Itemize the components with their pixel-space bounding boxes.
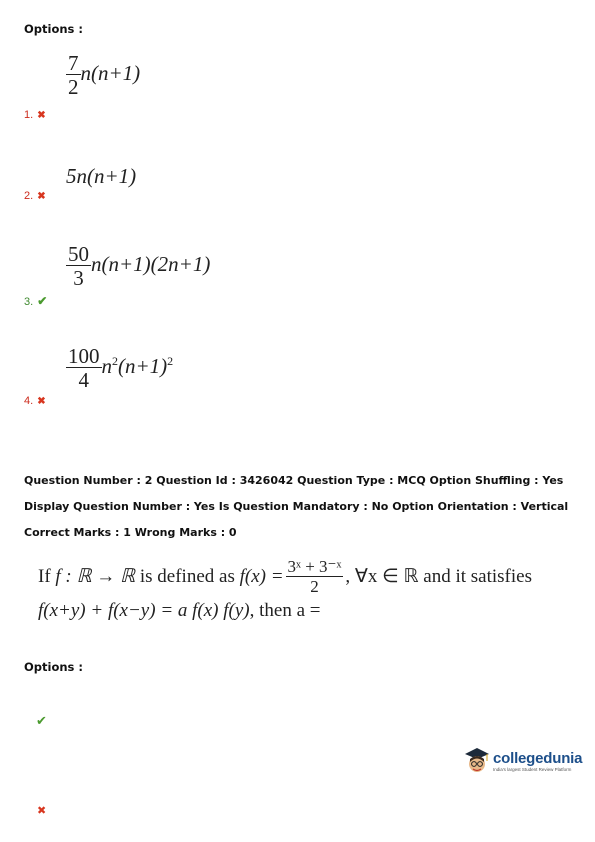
exponent: 2 [167,353,174,368]
option-2-expression [66,164,136,189]
denominator: 3 [73,266,84,291]
question-meta [24,468,584,546]
question-meta-line-2: Display Question Number : Yes Is Question Mandatory : No Option Orientation : Vertical [24,500,569,513]
cross-icon: ✖ [37,110,46,121]
fraction [66,345,102,391]
cross-icon: ✖ [37,804,47,817]
option-number: 3. [24,296,34,308]
question-line-2 [38,600,583,622]
option-3-marker [24,294,47,308]
expression-part: (n+1) [118,353,168,378]
denominator: 4 [78,368,89,393]
options-label: Options : [24,660,83,674]
expression-rest: n(n+1) [80,60,141,85]
function-mapping: f : ℝ → ℝ [55,566,136,588]
option-number: 1. [24,109,34,121]
logo-tagline: India's largest Student Review Platform [493,767,572,772]
expression-part: n [101,353,112,378]
exponent: 2 [112,353,118,368]
question-ask: , then a = [249,599,321,621]
option-2-marker [24,190,46,202]
domain-condition: , ∀x ∈ ℝ [345,566,419,588]
question-word: and it satisfies [423,565,532,587]
fraction [286,558,344,596]
logo-name: collegedunia [493,750,583,767]
option-4-marker [24,395,46,407]
numerator: 7 [68,51,79,75]
cross-icon: ✖ [37,191,46,202]
question-meta-line-1: Question Number : 2 Question Id : 3426042 Question Type : MCQ Option Shuffling : Yes [24,474,564,487]
question-text [38,558,583,622]
question-word: is defined as [139,565,235,587]
checkmark-icon: ✔ [37,294,48,308]
checkmark-icon: ✔ [36,714,47,729]
option-1-marker [24,109,46,121]
option-number: 2. [24,190,34,202]
fraction [66,243,91,289]
denominator: 2 [310,576,319,596]
option-number: 4. [24,395,34,407]
numerator: 50 [68,242,89,266]
collegedunia-logo [463,746,582,776]
question-meta-line-3: Correct Marks : 1 Wrong Marks : 0 [24,526,237,539]
expression: 5n(n+1) [66,164,137,188]
fraction [66,52,81,98]
graduate-mascot-icon [463,746,491,776]
option-3-expression [66,243,210,289]
function-definition: f(x) = [239,565,284,587]
question-word: If [38,565,51,587]
denominator: 2 [68,75,79,100]
options-label: Options : [24,22,83,36]
expression-rest: n(n+1)(2n+1) [91,251,211,276]
question-line-1 [38,558,583,596]
cross-icon: ✖ [37,396,46,407]
functional-equation: f(x+y) + f(x−y) = a f(x) f(y) [38,599,250,621]
option-1-expression [66,52,140,98]
numerator: 100 [68,344,100,368]
numerator: 3ˣ + 3⁻ˣ [287,557,342,576]
option-4-expression [66,345,173,391]
